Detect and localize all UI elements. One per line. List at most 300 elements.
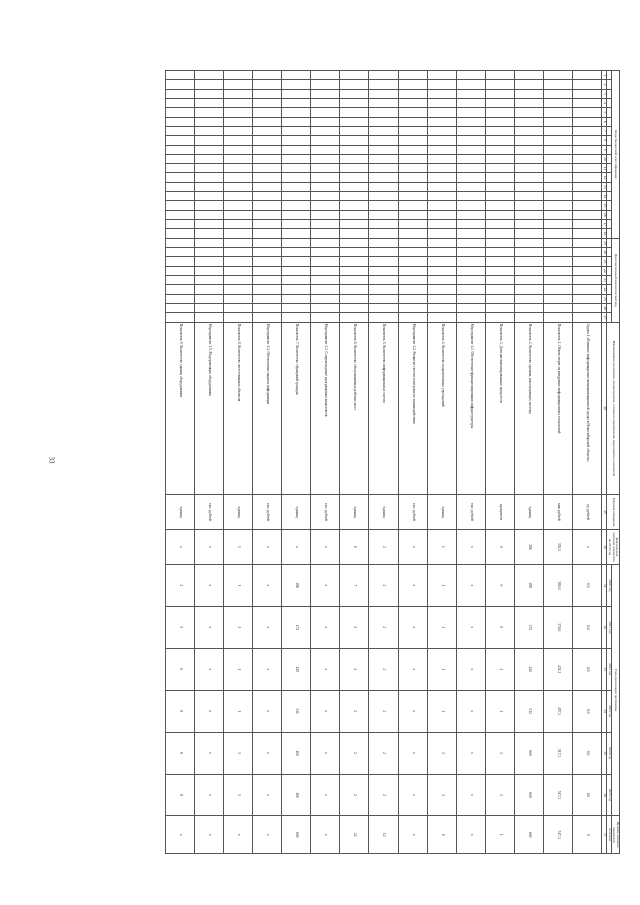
code-cell bbox=[572, 257, 601, 266]
code-cell bbox=[485, 276, 514, 285]
indicator-year-value: 1 bbox=[485, 732, 514, 774]
indicator-year-value: 1 bbox=[485, 648, 514, 690]
code-cell bbox=[427, 136, 456, 145]
table-row bbox=[398, 71, 427, 854]
column-number: 24 bbox=[601, 285, 606, 294]
code-cell bbox=[427, 80, 456, 89]
code-cell bbox=[369, 98, 398, 107]
code-cell bbox=[311, 210, 340, 219]
code-cell bbox=[311, 71, 340, 80]
code-cell bbox=[543, 80, 572, 89]
header-code-cell bbox=[606, 220, 611, 229]
code-cell bbox=[427, 145, 456, 154]
code-cell bbox=[543, 98, 572, 107]
code-cell bbox=[456, 201, 485, 210]
code-cell bbox=[340, 303, 369, 312]
code-cell bbox=[369, 136, 398, 145]
code-cell bbox=[340, 71, 369, 80]
code-cell bbox=[282, 257, 311, 266]
code-cell bbox=[195, 303, 224, 312]
header-year: 2024 год bbox=[606, 732, 611, 774]
header-unit: Единица измерения bbox=[606, 495, 619, 530]
code-cell bbox=[543, 154, 572, 163]
indicator-year-value: 2 bbox=[369, 648, 398, 690]
code-cell bbox=[224, 136, 253, 145]
indicator-year-value: 2 bbox=[340, 732, 369, 774]
code-cell bbox=[253, 201, 282, 210]
code-cell bbox=[369, 210, 398, 219]
column-number: 22 bbox=[601, 266, 606, 275]
code-cell bbox=[543, 126, 572, 135]
indicator-year-value: 1 bbox=[485, 690, 514, 732]
code-cell bbox=[427, 71, 456, 80]
table-row bbox=[514, 71, 543, 854]
code-cell bbox=[253, 229, 282, 238]
column-number: 14 bbox=[601, 192, 606, 201]
indicator-base: х bbox=[572, 529, 601, 564]
code-cell bbox=[514, 210, 543, 219]
code-cell bbox=[514, 257, 543, 266]
code-cell bbox=[485, 154, 514, 163]
code-cell bbox=[195, 117, 224, 126]
code-cell bbox=[572, 126, 601, 135]
indicator-year-value: х bbox=[195, 648, 224, 690]
indicator-unit: тыс. рублей bbox=[311, 495, 340, 530]
table-row bbox=[166, 71, 195, 854]
indicator-year-value: х bbox=[456, 690, 485, 732]
code-cell bbox=[398, 294, 427, 303]
code-cell bbox=[456, 173, 485, 182]
code-cell bbox=[369, 294, 398, 303]
code-cell bbox=[398, 257, 427, 266]
indicator-year-value: 2 bbox=[340, 774, 369, 816]
code-cell bbox=[195, 266, 224, 275]
code-cell bbox=[224, 108, 253, 117]
indicator-year-value: 420 bbox=[514, 648, 543, 690]
code-cell bbox=[340, 220, 369, 229]
code-cell bbox=[485, 117, 514, 126]
column-number: 34 bbox=[601, 690, 606, 732]
code-cell bbox=[456, 154, 485, 163]
code-cell bbox=[427, 210, 456, 219]
header-code-cell bbox=[606, 313, 611, 322]
header-code-cell bbox=[606, 303, 611, 312]
code-cell bbox=[572, 173, 601, 182]
indicator-year-value: 429 bbox=[282, 648, 311, 690]
code-cell bbox=[456, 145, 485, 154]
code-cell bbox=[224, 294, 253, 303]
indicator-year-value: 421,2 bbox=[543, 648, 572, 690]
code-cell bbox=[340, 117, 369, 126]
code-cell bbox=[282, 164, 311, 173]
code-cell bbox=[398, 303, 427, 312]
indicator-name: Показатель 1. Объем затрат на внедрение информационных технологий bbox=[543, 322, 572, 494]
code-cell bbox=[340, 192, 369, 201]
code-cell bbox=[224, 117, 253, 126]
header-code-cell bbox=[606, 164, 611, 173]
code-cell bbox=[166, 80, 195, 89]
header-code-cell bbox=[606, 98, 611, 107]
column-number: 15 bbox=[601, 201, 606, 210]
header-years-group: Годы реализации программы bbox=[611, 564, 619, 816]
header-code-cell bbox=[606, 126, 611, 135]
column-number: 31 bbox=[601, 564, 606, 606]
code-cell bbox=[224, 145, 253, 154]
code-cell bbox=[514, 108, 543, 117]
indicator-year-value: х bbox=[253, 774, 282, 816]
indicator-year-value: х bbox=[195, 690, 224, 732]
table-row bbox=[543, 71, 572, 854]
indicator-year-value: 1 bbox=[427, 564, 456, 606]
indicator-year-value: 1 bbox=[427, 690, 456, 732]
header-code-cell bbox=[606, 173, 611, 182]
code-cell bbox=[253, 220, 282, 229]
code-cell bbox=[166, 313, 195, 322]
code-cell bbox=[340, 313, 369, 322]
code-cell bbox=[543, 276, 572, 285]
code-cell bbox=[369, 257, 398, 266]
indicator-year-value: х bbox=[311, 648, 340, 690]
indicator-final: 6 bbox=[427, 816, 456, 854]
code-cell bbox=[195, 164, 224, 173]
code-cell bbox=[485, 238, 514, 247]
indicator-year-value: 8 bbox=[166, 690, 195, 732]
code-cell bbox=[485, 98, 514, 107]
code-cell bbox=[224, 164, 253, 173]
code-cell bbox=[340, 182, 369, 191]
indicator-unit: единиц bbox=[369, 495, 398, 530]
indicator-year-value: 1 bbox=[427, 774, 456, 816]
code-cell bbox=[543, 192, 572, 201]
indicator-year-value: 1 bbox=[427, 648, 456, 690]
code-cell bbox=[572, 182, 601, 191]
column-number: 12 bbox=[601, 173, 606, 182]
code-cell bbox=[514, 248, 543, 257]
code-cell bbox=[572, 98, 601, 107]
code-cell bbox=[369, 238, 398, 247]
indicator-year-value: х bbox=[456, 648, 485, 690]
code-cell bbox=[340, 294, 369, 303]
indicator-base: 352,1 bbox=[543, 529, 572, 564]
indicator-final: 0 bbox=[572, 816, 601, 854]
code-cell bbox=[485, 164, 514, 173]
indicator-final: 600 bbox=[282, 816, 311, 854]
code-cell bbox=[572, 117, 601, 126]
indicator-name: Мероприятие 1.2. Развитие систем электронного взаимодействия bbox=[398, 322, 427, 494]
indicator-year-value: 8 bbox=[166, 774, 195, 816]
code-cell bbox=[485, 71, 514, 80]
code-cell bbox=[514, 220, 543, 229]
indicator-year-value: х bbox=[195, 606, 224, 648]
code-cell bbox=[224, 154, 253, 163]
indicator-name: Показатель 6. Количество обслуживаемых рабочих мест bbox=[340, 322, 369, 494]
code-cell bbox=[398, 201, 427, 210]
code-cell bbox=[311, 182, 340, 191]
code-cell bbox=[514, 80, 543, 89]
code-cell bbox=[572, 248, 601, 257]
code-cell bbox=[427, 294, 456, 303]
header-program-codes: Дополнительный аналитический код bbox=[611, 238, 619, 322]
indicator-year-value: х bbox=[311, 774, 340, 816]
code-cell bbox=[369, 266, 398, 275]
code-cell bbox=[340, 108, 369, 117]
code-cell bbox=[224, 285, 253, 294]
indicator-year-value: 1 bbox=[224, 648, 253, 690]
indicator-year-value: х bbox=[311, 732, 340, 774]
header-kbk: Коды бюджетной классификации bbox=[611, 71, 619, 239]
code-cell bbox=[398, 182, 427, 191]
indicator-final: 22 bbox=[340, 816, 369, 854]
code-cell bbox=[398, 173, 427, 182]
header-code-cell bbox=[606, 257, 611, 266]
code-cell bbox=[543, 145, 572, 154]
indicator-base: х bbox=[282, 529, 311, 564]
code-cell bbox=[485, 294, 514, 303]
header-code-cell bbox=[606, 80, 611, 89]
code-cell bbox=[253, 257, 282, 266]
code-cell bbox=[369, 71, 398, 80]
rotated-table bbox=[165, 70, 620, 854]
code-cell bbox=[514, 229, 543, 238]
column-number: 6 bbox=[601, 117, 606, 126]
indicator-year-value: х bbox=[398, 690, 427, 732]
code-cell bbox=[282, 266, 311, 275]
code-cell bbox=[485, 192, 514, 201]
column-number: 7 bbox=[601, 126, 606, 135]
column-number: 9 bbox=[601, 145, 606, 154]
code-cell bbox=[427, 257, 456, 266]
code-cell bbox=[543, 182, 572, 191]
code-cell bbox=[572, 276, 601, 285]
code-cell bbox=[369, 154, 398, 163]
indicator-year-value: 331 bbox=[282, 690, 311, 732]
code-cell bbox=[456, 248, 485, 257]
code-cell bbox=[398, 248, 427, 257]
indicator-name: Мероприятие 1.3. Сопровождение программных комплексов bbox=[311, 322, 340, 494]
indicator-year-value: 0 bbox=[485, 606, 514, 648]
code-cell bbox=[282, 80, 311, 89]
code-cell bbox=[485, 126, 514, 135]
code-cell bbox=[456, 136, 485, 145]
indicator-year-value: х bbox=[398, 774, 427, 816]
code-cell bbox=[311, 257, 340, 266]
code-cell bbox=[166, 201, 195, 210]
code-cell bbox=[456, 266, 485, 275]
code-cell bbox=[572, 210, 601, 219]
header-code-cell bbox=[606, 192, 611, 201]
code-cell bbox=[456, 117, 485, 126]
code-cell bbox=[543, 136, 572, 145]
code-cell bbox=[282, 276, 311, 285]
indicator-final: х bbox=[253, 816, 282, 854]
code-cell bbox=[282, 145, 311, 154]
indicator-base: 286 bbox=[514, 529, 543, 564]
code-cell bbox=[166, 136, 195, 145]
code-cell bbox=[253, 98, 282, 107]
indicator-year-value: 286 bbox=[282, 564, 311, 606]
code-cell bbox=[224, 248, 253, 257]
code-cell bbox=[311, 173, 340, 182]
code-cell bbox=[369, 89, 398, 98]
code-cell bbox=[224, 220, 253, 229]
code-cell bbox=[485, 248, 514, 257]
indicator-year-value: 0,0 bbox=[572, 564, 601, 606]
code-cell bbox=[340, 229, 369, 238]
code-cell bbox=[311, 220, 340, 229]
code-cell bbox=[514, 303, 543, 312]
code-cell bbox=[195, 89, 224, 98]
code-cell bbox=[311, 145, 340, 154]
code-cell bbox=[224, 266, 253, 275]
column-number: 30 bbox=[601, 529, 606, 564]
table-row bbox=[311, 71, 340, 854]
code-cell bbox=[514, 164, 543, 173]
code-cell bbox=[398, 154, 427, 163]
column-number: 33 bbox=[601, 648, 606, 690]
code-cell bbox=[427, 276, 456, 285]
code-cell bbox=[485, 229, 514, 238]
indicator-unit: единиц bbox=[427, 495, 456, 530]
indicator-name: Показатель 3. Доля автоматизированных процессов bbox=[485, 322, 514, 494]
code-cell bbox=[253, 145, 282, 154]
code-cell bbox=[485, 136, 514, 145]
code-cell bbox=[224, 210, 253, 219]
code-cell bbox=[514, 71, 543, 80]
code-cell bbox=[253, 238, 282, 247]
code-cell bbox=[572, 80, 601, 89]
header-code-cell bbox=[606, 71, 611, 80]
code-cell bbox=[514, 126, 543, 135]
code-cell bbox=[398, 164, 427, 173]
indicator-year-value: 1 bbox=[485, 774, 514, 816]
indicator-base: х bbox=[456, 529, 485, 564]
code-cell bbox=[398, 210, 427, 219]
indicator-name: Задача 1 «Развитие информационно-коммуникационной среды в Новосибирской области» bbox=[572, 322, 601, 494]
indicator-year-value: х bbox=[253, 564, 282, 606]
indicator-year-value: 600 bbox=[514, 732, 543, 774]
code-cell bbox=[572, 266, 601, 275]
code-cell bbox=[572, 192, 601, 201]
code-cell bbox=[195, 210, 224, 219]
table-row bbox=[485, 71, 514, 854]
code-cell bbox=[456, 71, 485, 80]
code-cell bbox=[282, 294, 311, 303]
code-cell bbox=[166, 276, 195, 285]
code-cell bbox=[340, 285, 369, 294]
code-cell bbox=[311, 285, 340, 294]
indicator-year-value: х bbox=[195, 564, 224, 606]
indicator-base: х bbox=[311, 529, 340, 564]
column-number: 8 bbox=[601, 136, 606, 145]
indicator-year-value: 380,0 bbox=[543, 564, 572, 606]
code-cell bbox=[543, 201, 572, 210]
code-cell bbox=[572, 154, 601, 163]
column-number: 5 bbox=[601, 108, 606, 117]
header-code-cell bbox=[606, 117, 611, 126]
code-cell bbox=[340, 248, 369, 257]
code-cell bbox=[282, 220, 311, 229]
indicator-final: 12 bbox=[369, 816, 398, 854]
code-cell bbox=[427, 285, 456, 294]
code-cell bbox=[369, 117, 398, 126]
code-cell bbox=[340, 201, 369, 210]
code-cell bbox=[514, 154, 543, 163]
code-cell bbox=[456, 126, 485, 135]
code-cell bbox=[224, 89, 253, 98]
header-code-cell bbox=[606, 210, 611, 219]
indicator-final: х bbox=[311, 816, 340, 854]
indicator-name: Показатель 9. Количество единиц оборудования bbox=[166, 322, 195, 494]
code-cell bbox=[427, 248, 456, 257]
code-cell bbox=[311, 164, 340, 173]
code-cell bbox=[543, 89, 572, 98]
code-cell bbox=[253, 136, 282, 145]
code-cell bbox=[427, 238, 456, 247]
indicator-year-value: 0,0 bbox=[572, 648, 601, 690]
code-cell bbox=[195, 126, 224, 135]
indicator-year-value: 4 bbox=[340, 648, 369, 690]
table-row bbox=[282, 71, 311, 854]
code-cell bbox=[485, 285, 514, 294]
code-cell bbox=[166, 303, 195, 312]
code-cell bbox=[253, 266, 282, 275]
code-cell bbox=[456, 303, 485, 312]
indicator-base: 0 bbox=[485, 529, 514, 564]
indicator-final: х bbox=[456, 816, 485, 854]
code-cell bbox=[195, 136, 224, 145]
code-cell bbox=[166, 108, 195, 117]
code-cell bbox=[282, 173, 311, 182]
header-code-cell bbox=[606, 136, 611, 145]
indicator-unit: тыс. рублей bbox=[398, 495, 427, 530]
indicator-unit: единиц bbox=[282, 495, 311, 530]
code-cell bbox=[369, 285, 398, 294]
header-code-cell bbox=[606, 248, 611, 257]
code-cell bbox=[514, 192, 543, 201]
code-cell bbox=[427, 192, 456, 201]
code-cell bbox=[369, 80, 398, 89]
code-cell bbox=[253, 276, 282, 285]
code-cell bbox=[398, 229, 427, 238]
code-cell bbox=[282, 182, 311, 191]
code-cell bbox=[456, 238, 485, 247]
indicator-year-value: х bbox=[398, 732, 427, 774]
code-cell bbox=[340, 136, 369, 145]
table-row bbox=[456, 71, 485, 854]
code-cell bbox=[166, 229, 195, 238]
code-cell bbox=[572, 108, 601, 117]
code-cell bbox=[311, 89, 340, 98]
indicator-base: х bbox=[253, 529, 282, 564]
indicator-name: Мероприятие 1.1. Обеспечение функционирования инфраструктуры bbox=[456, 322, 485, 494]
header-code-cell bbox=[606, 182, 611, 191]
code-cell bbox=[543, 71, 572, 80]
code-cell bbox=[311, 303, 340, 312]
code-cell bbox=[311, 108, 340, 117]
indicator-base: х bbox=[398, 529, 427, 564]
column-number: 1 bbox=[601, 71, 606, 80]
indicator-unit: единиц bbox=[514, 495, 543, 530]
code-cell bbox=[514, 98, 543, 107]
indicator-name: Мероприятие 1.5. Модернизация оборудования bbox=[195, 322, 224, 494]
code-cell bbox=[166, 71, 195, 80]
code-cell bbox=[485, 80, 514, 89]
indicator-year-value: х bbox=[311, 690, 340, 732]
indicator-year-value: х bbox=[456, 732, 485, 774]
code-cell bbox=[224, 229, 253, 238]
code-cell bbox=[369, 145, 398, 154]
page-number: 33 bbox=[47, 456, 56, 464]
